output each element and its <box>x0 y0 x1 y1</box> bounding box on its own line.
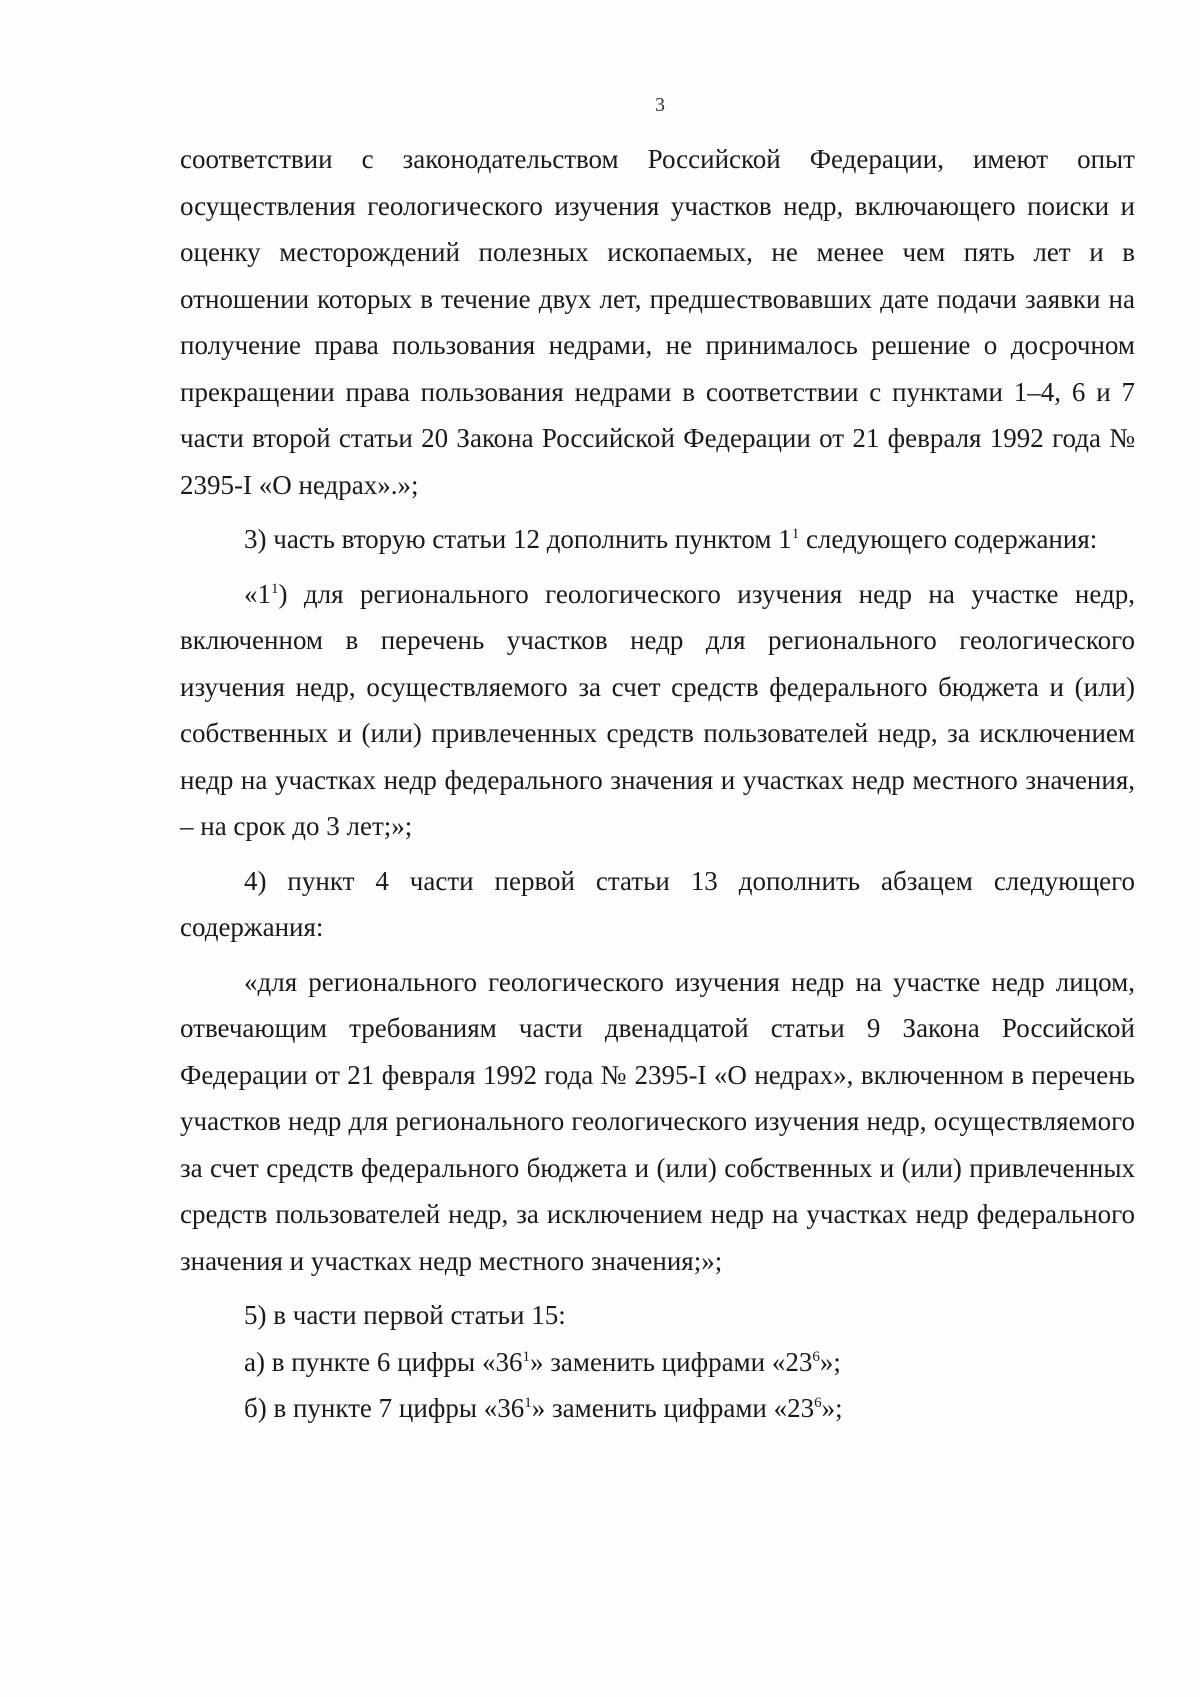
paragraph-p5 <box>180 959 1135 1285</box>
superscript: 1 <box>522 1348 530 1365</box>
paragraph-p4 <box>180 858 1135 951</box>
text-run: следующего содержания: <box>799 524 1098 554</box>
text-run: а) в пункте 6 цифры «36 <box>244 1346 523 1377</box>
paragraph-p8 <box>180 1385 1135 1432</box>
text-run: 3) часть вторую статьи 12 дополнить пунктом 1 <box>244 524 792 554</box>
paragraph-p3 <box>180 571 1135 850</box>
page-number: 3 <box>655 94 665 116</box>
paragraph-p7 <box>180 1339 1135 1386</box>
text-run: соответствии с законодательством Российской Федерации, имеют опыт осуществления геологического изучения участков недр, включающего поиски и оценку месторождений полезных ископаемых, не менее чем пять лет и в отношении которых в течение двух лет, предшествовавших дате подачи заявки на получение права пользования недрами, не принималось решение о досрочном прекращении права пользования недрами в соответствии с пунктами 1–4, 6 и 7 части второй статьи 20 Закона Российской Федерации от 21 февраля 1992 года № 2395-I «О недрах».»; <box>180 144 1135 500</box>
paragraph-p1 <box>180 136 1135 508</box>
paragraph-p6 <box>180 1292 1135 1339</box>
superscript: 6 <box>814 1395 822 1411</box>
text-run: ) для регионального геологического изучения недр на участке недр, включенном в перечень участков недр для регионального геологического изучения недр, осуществляемого за счет средств федерального бюджета и (или) собственных и (или) привлеченных средств пользователей недр, за исключением недр на участках недр федерального значения и участках недр местного значения, – на срок до 3 лет;»; <box>180 578 1135 841</box>
text-run: »; <box>819 1346 841 1377</box>
paragraph-p2 <box>180 516 1135 563</box>
text-run: » заменить цифрами «23 <box>529 1346 813 1377</box>
superscript: 1 <box>791 526 800 542</box>
text-run: «для регионального геологического изучения недр на участке недр лицом, отвечающим требованиям части двенадцатой статьи 9 Закона Российской Федерации от 21 февраля 1992 года № 2395-I «О недрах», включенном в перечень участков недр для регионального геологического изучения недр, осуществляемого за счет средств федерального бюджета и (или) собственных и (или) привлеченных средств пользователей недр, за исключением недр на участках недр федерального значения и участках недр местного значения;»; <box>180 966 1135 1276</box>
text-run: 5) в части первой статьи 15: <box>244 1300 566 1330</box>
text-run: 4) пункт 4 части первой статьи 13 дополнить абзацем следующего содержания: <box>180 865 1135 942</box>
text-run: б) в пункте 7 цифры «36 <box>244 1393 525 1423</box>
text-run: «1 <box>244 578 271 609</box>
superscript: 1 <box>271 580 279 597</box>
text-run: » заменить цифрами «23 <box>531 1393 815 1423</box>
superscript: 1 <box>524 1395 532 1411</box>
text-run: »; <box>821 1393 843 1423</box>
document-body <box>180 136 1135 1432</box>
superscript: 6 <box>812 1348 820 1365</box>
